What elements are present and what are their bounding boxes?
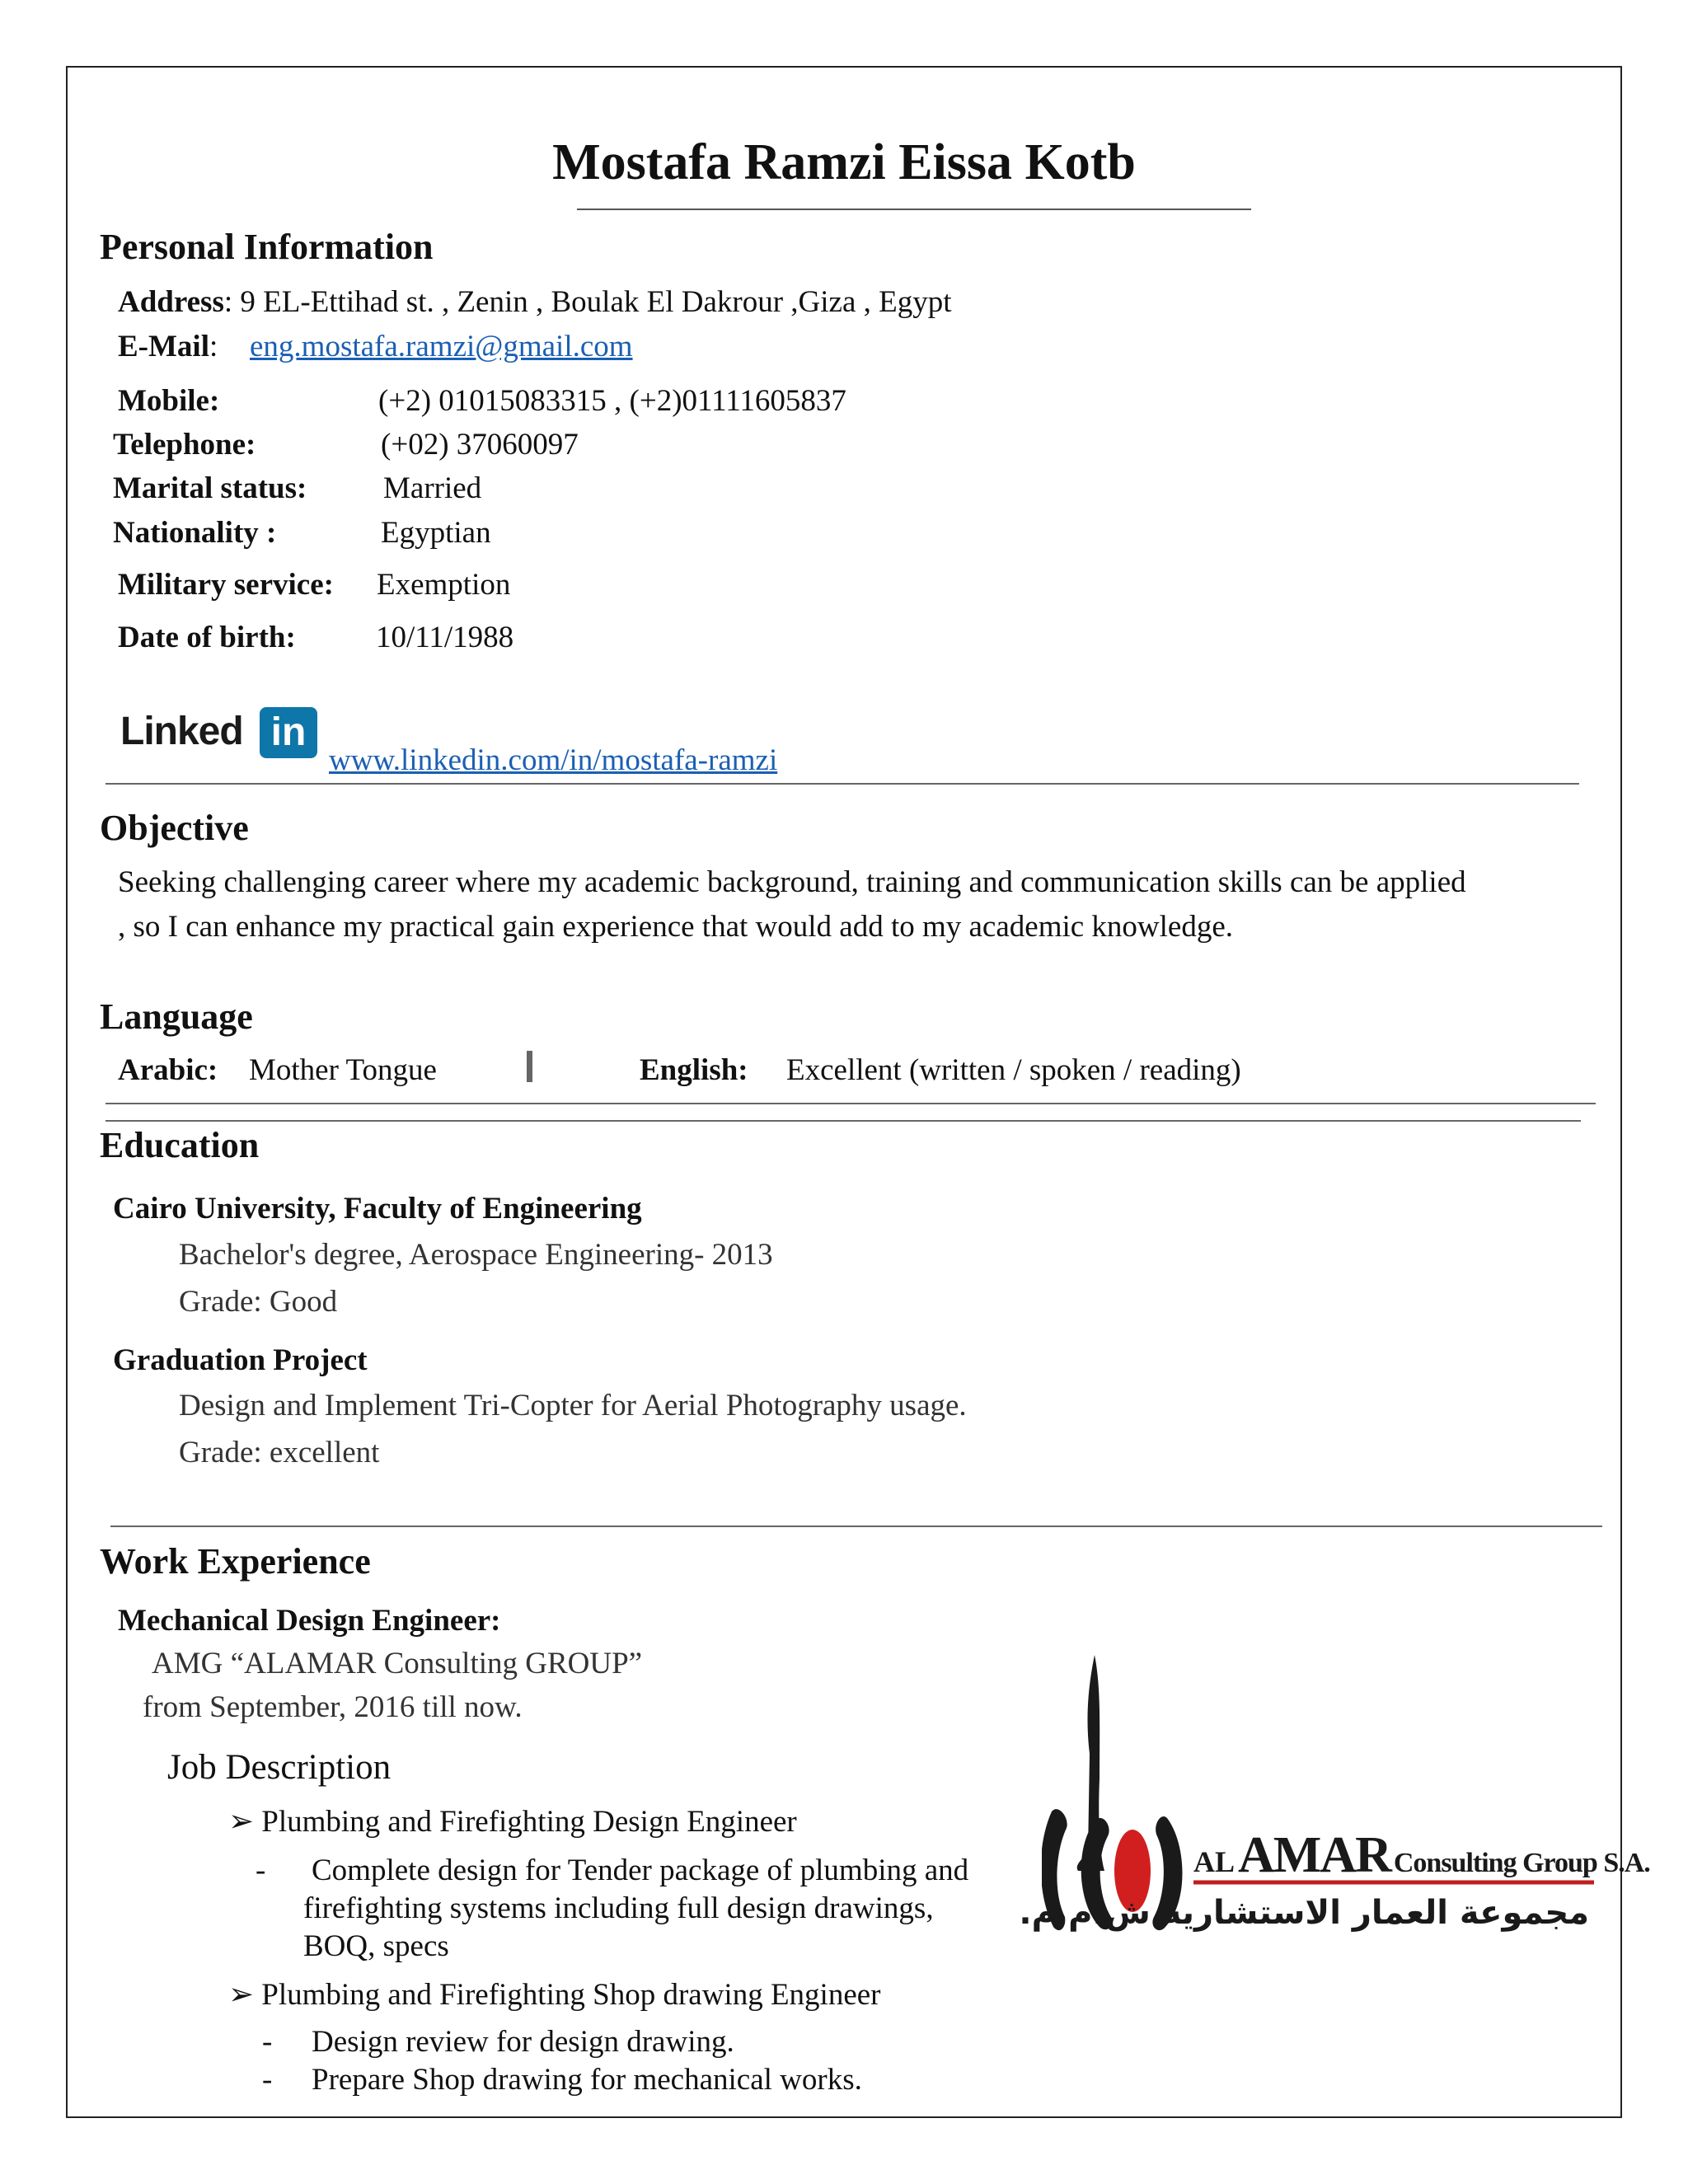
address-value: : 9 EL-Ettihad st. , Zenin , Boulak El Dakrour ,Giza , Egypt	[223, 285, 952, 319]
list-dash: -	[256, 1854, 266, 1887]
language-separator	[527, 1051, 532, 1082]
marital-value: Married	[383, 471, 482, 505]
arabic-value: Mother Tongue	[249, 1053, 437, 1087]
linkedin-logo	[120, 707, 318, 760]
list-dash: -	[262, 2063, 273, 2097]
role-2	[228, 1976, 881, 2013]
education-heading: Education	[100, 1125, 260, 1165]
divider	[110, 1526, 1602, 1527]
email-row	[118, 329, 218, 364]
role-2-text: Plumbing and Firefighting Shop drawing Engineer	[261, 1978, 881, 2012]
divider	[106, 783, 1579, 785]
nationality-value: Egyptian	[381, 516, 491, 550]
list-dash: -	[262, 2025, 273, 2059]
email-label: E-Mail	[118, 330, 209, 363]
military-value: Exemption	[377, 568, 511, 602]
dob-value: 10/11/1988	[376, 621, 514, 654]
objective-line-1: Seeking challenging career where my academic background, training and communication skills can be applied	[118, 865, 1466, 899]
role-1	[228, 1803, 797, 1840]
objective-heading: Objective	[100, 808, 249, 848]
arrow-bullet-icon: ➢	[228, 1805, 255, 1839]
work-heading: Work Experience	[100, 1541, 371, 1582]
title-underline	[577, 209, 1251, 210]
degree: Bachelor's degree, Aerospace Engineering- 2013	[179, 1238, 773, 1272]
role-1-item: Complete design for Tender package of plumbing and	[312, 1854, 969, 1887]
work-period: from September, 2016 till now.	[143, 1690, 523, 1724]
email-link[interactable]: eng.mostafa.ramzi@gmail.com	[250, 330, 633, 363]
arrow-bullet-icon: ➢	[228, 1978, 255, 2012]
mobile-value: (+2) 01015083315 , (+2)01111605837	[378, 384, 846, 418]
alamar-brand-rest: Consulting Group S.A.	[1393, 1848, 1650, 1878]
alamar-brand-name	[1193, 1827, 1650, 1883]
email-sep: :	[209, 330, 218, 363]
dob-label: Date of birth:	[118, 621, 296, 654]
page-title: Mostafa Ramzi Eissa Kotb	[552, 134, 1136, 190]
telephone-value: (+02) 37060097	[381, 428, 579, 462]
alamar-brand-amar: AMAR	[1238, 1827, 1390, 1883]
linkedin-in-badge: in	[260, 707, 317, 758]
address-row	[118, 284, 952, 320]
project-heading: Graduation Project	[113, 1343, 368, 1377]
objective-line-2: , so I can enhance my practical gain experience that would add to my academic knowledge.	[118, 910, 1234, 944]
alamar-logo	[1019, 1655, 1650, 1957]
role-1-text: Plumbing and Firefighting Design Engineer	[261, 1805, 797, 1839]
project-description: Design and Implement Tri-Copter for Aerial Photography usage.	[179, 1389, 967, 1422]
company-name: AMG “ALAMAR Consulting GROUP”	[152, 1647, 643, 1680]
divider	[106, 1103, 1596, 1104]
project-grade: Grade: excellent	[179, 1436, 380, 1469]
english-label: English:	[640, 1053, 748, 1087]
alamar-brand-al: AL	[1193, 1845, 1236, 1878]
university-name: Cairo University, Faculty of Engineering	[113, 1192, 642, 1226]
job-description-heading: Job Description	[167, 1748, 392, 1787]
telephone-label: Telephone:	[113, 428, 256, 462]
linkedin-link[interactable]: www.linkedin.com/in/mostafa-ramzi	[329, 743, 778, 777]
role-1-item: firefighting systems including full design drawings,	[303, 1891, 934, 1925]
role-1-item: BOQ, specs	[303, 1929, 449, 1963]
divider	[106, 1120, 1581, 1122]
role-2-item: Design review for design drawing.	[312, 2025, 734, 2059]
language-heading: Language	[100, 996, 253, 1037]
job-title: Mechanical Design Engineer:	[118, 1604, 501, 1638]
mobile-label: Mobile:	[118, 384, 220, 418]
military-label: Military service:	[118, 568, 334, 602]
address-label: Address	[118, 285, 224, 319]
degree-grade: Grade: Good	[179, 1285, 338, 1319]
marital-label: Marital status:	[113, 471, 307, 505]
personal-heading: Personal Information	[100, 227, 434, 267]
nationality-label: Nationality :	[113, 516, 277, 550]
arabic-label: Arabic:	[118, 1053, 218, 1087]
alamar-arabic-name: مجموعة العمار الاستشارية ش.م.م.	[1019, 1894, 1589, 1932]
english-value: Excellent (written / spoken / reading)	[786, 1053, 1241, 1087]
role-2-item: Prepare Shop drawing for mechanical works.	[312, 2063, 862, 2097]
linkedin-logo-text: Linked	[120, 710, 243, 753]
